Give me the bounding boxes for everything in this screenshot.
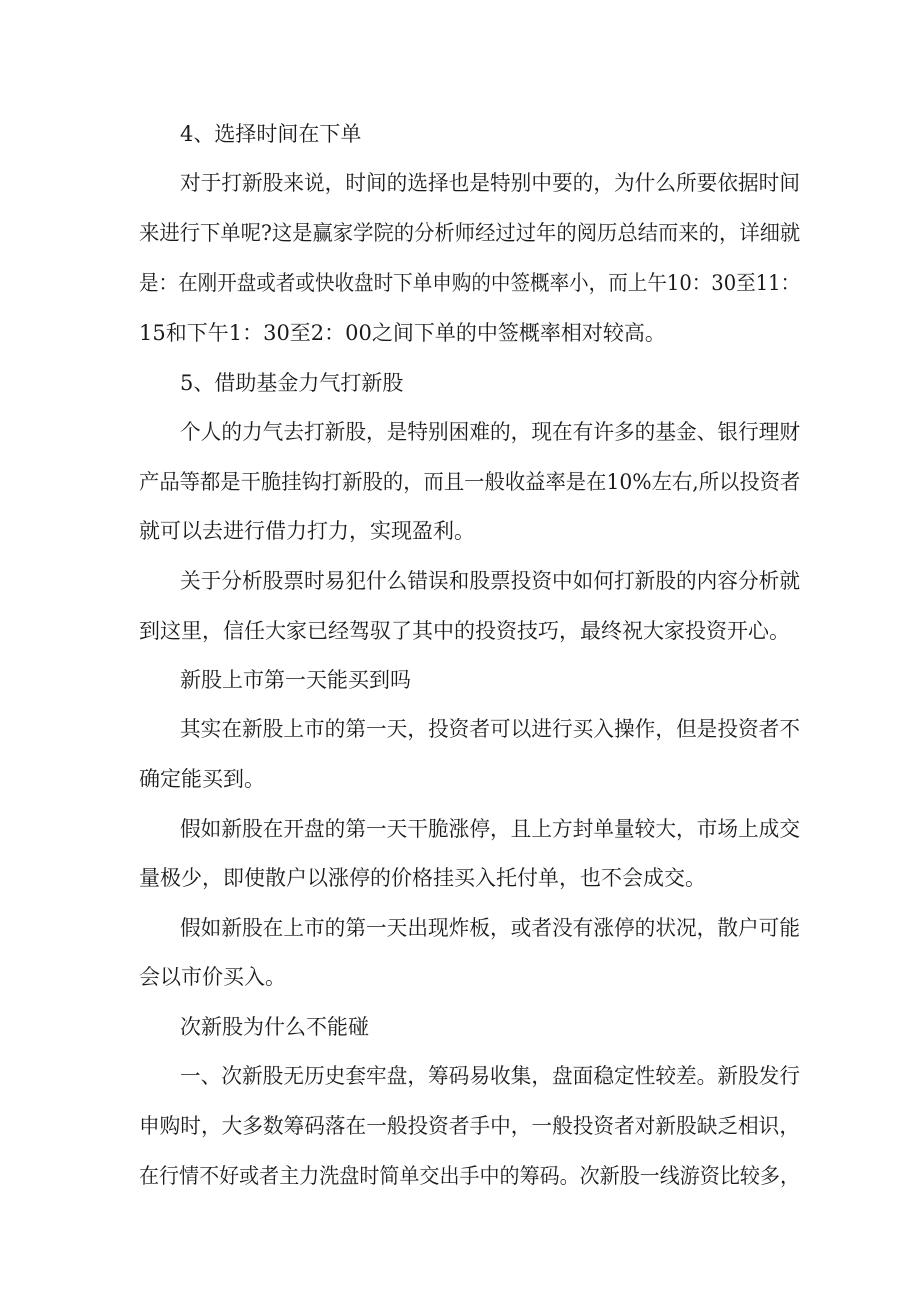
heading-line: 新股上市第一天能买到吗 (180, 668, 411, 692)
text-line: 来进行下单呢?这是赢家学院的分析师经过过年的阅历总结而来的，详细就 (139, 221, 801, 245)
text-line: 产品等都是干脆挂钩打新股的，而且一般收益率是在10%左右,所以投资者 (139, 470, 801, 494)
text-line: 关于分析股票时易犯什么错误和股票投资中如何打新股的内容分析就 (180, 569, 800, 593)
text-line: 就可以去进行借力打力，实现盈利。 (139, 519, 475, 543)
text-line: 是：在刚开盘或者或快收盘时下单申购的中签概率小，而上午10：30至11： (139, 271, 801, 295)
heading-line: 5、借助基金力气打新股 (180, 371, 404, 395)
text-line: 15和下午1：30至2：00之间下单的中签概率相对较高。 (139, 321, 666, 345)
text-line: 假如新股在上市的第一天出现炸板，或者没有涨停的状况，散户可能 (180, 916, 800, 940)
heading-line: 次新股为什么不能碰 (180, 1015, 369, 1039)
text-line: 量极少，即使散户以涨停的价格挂买入托付单，也不会成交。 (139, 866, 706, 890)
text-line: 个人的力气去打新股，是特别困难的，现在有许多的基金、银行理财 (180, 420, 800, 444)
text-line: 对于打新股来说，时间的选择也是特别中要的，为什么所要依据时间 (180, 171, 800, 195)
text-line: 申购时，大多数筹码落在一般投资者手中，一般投资者对新股缺乏相识， (139, 1114, 800, 1138)
text-line: 在行情不好或者主力洗盘时简单交出手中的筹码。次新股一线游资比较多， (139, 1164, 800, 1188)
text-line: 会以市价买入。 (139, 965, 286, 989)
text-line: 假如新股在开盘的第一天干脆涨停，且上方封单量较大，市场上成交 (180, 817, 800, 841)
text-line: 到这里，信任大家已经驾驭了其中的投资技巧，最终祝大家投资开心。 (139, 619, 790, 643)
text-line: 一、次新股无历史套牢盘，筹码易收集，盘面稳定性较差。新股发行 (180, 1064, 800, 1088)
heading-line: 4、选择时间在下单 (180, 122, 362, 146)
text-line: 确定能买到。 (139, 767, 265, 791)
text-line: 其实在新股上市的第一天，投资者可以进行买入操作，但是投资者不 (180, 717, 800, 741)
